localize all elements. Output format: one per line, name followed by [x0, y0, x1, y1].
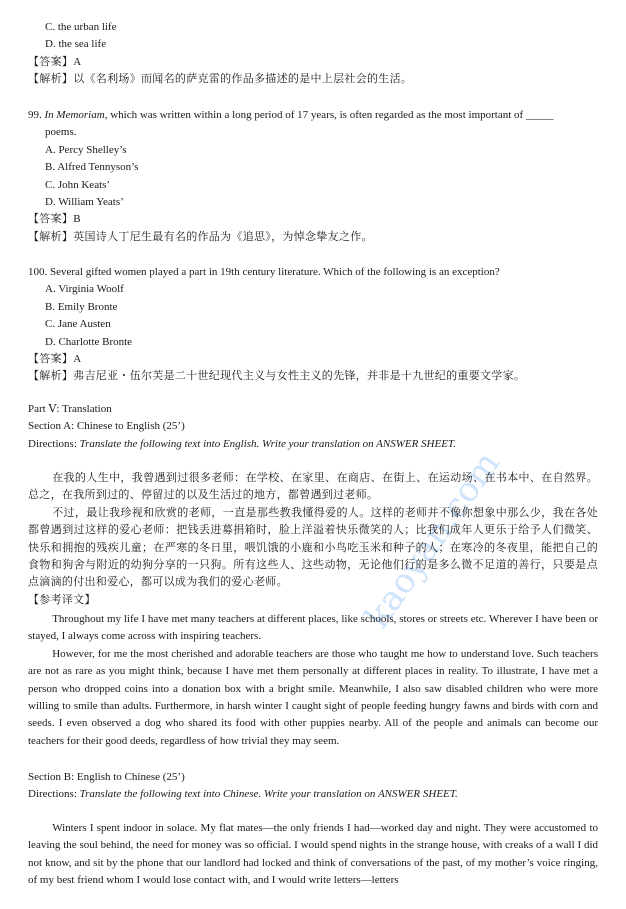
option: A. Virginia Woolf — [45, 283, 124, 296]
section-title: Section A: Chinese to English (25’) — [28, 420, 185, 433]
section-title: Section B: English to Chinese (25’) — [28, 771, 185, 783]
question-stem: 100. Several gifted women played a part in 19th century literature. Which of the following is an exception? — [28, 266, 500, 278]
answer: 【答案】B — [28, 213, 81, 226]
answer: 【答案】A — [28, 55, 82, 68]
paragraph: 在我的人生中，我曾遇到过很多老师：在学校、在家里、在商店、在街上、在运动场、在书本中、在自然界。总之，在我所到过的、停留过的以及生活过的地方，都曾遇到过老师。 — [28, 472, 598, 502]
analysis: 【解析】英国诗人丁尼生最有名的作品为《追思》，为悼念挚友之作。 — [28, 230, 373, 243]
section-a-header — [28, 401, 598, 453]
chinese-text — [28, 470, 598, 609]
stem-continuation: poems. — [45, 126, 77, 139]
stem-text: , which was written within a long period of 17 years, is often regarded as the most important of _____ — [104, 109, 554, 121]
english-text — [28, 820, 598, 890]
option: D. William Yeats’ — [45, 196, 124, 209]
paragraph: However, for me the most cherished and adorable teachers are those who taught me how to understand love. Such teachers are not as rare as you might think, because I have met them personally at different places in reality. To illustrate, I have met a person who dropped coins into a donation box with a bright smile. Meanwhile, I also saw disabled children who were more willing to smile than adults. Furthermore, in harsh winter I caught sight of people feeding hungry fawns and birds with corn and seeds. I even observed a dog who shared its food with other puppies nearby. All of the people and animals can become our teachers for their good deeds, regardless of how trivial they may seem. — [28, 647, 598, 747]
directions — [28, 436, 598, 453]
reference-translation — [28, 611, 598, 750]
part-title: Part Ⅴ: Translation — [28, 403, 112, 415]
question-stem — [28, 107, 598, 124]
paragraph: Throughout my life I have met many teachers at different places, like schools, stores or streets etc. Wherever I have been or stayed, I always come across with inspiring teachers. — [28, 613, 598, 643]
reference-label: 【参考译文】 — [28, 593, 96, 606]
question-100 — [28, 264, 598, 386]
directions-label: Directions: — [28, 788, 80, 801]
paragraph: 不过，最让我珍视和欣赏的老师，一直是那些教我懂得爱的人。这样的老师并不像你想象中那么少，我在各处都曾遇到过这样的爱心老师：把钱丢进募捐箱时，脸上洋溢着快乐微笑的人；比我们成年人更乐于给予人们微笑、快乐和拥抱的残疾儿童；在严寒的冬日里，喂饥饿的小鹿和小鸟吃玉米和种子的人；在寒冷的冬夜里，能把自己的食物和狗舍与附近的幼狗分享的一只狗。所有这些人、这些动物，无论他们行的是多么微不足道的善行，只要是点点滴滴的付出和爱心，都可以成为我们的爱心老师。 — [28, 506, 598, 589]
directions-label: Directions: — [28, 437, 80, 450]
work-title: In Memoriam — [44, 109, 105, 121]
directions-text: Translate the following text into Chinese. Write your translation on ANSWER SHEET. — [79, 788, 458, 801]
q98-tail — [28, 19, 598, 89]
watermark: kaoyan.com — [357, 444, 508, 636]
option: D. the sea life — [45, 38, 107, 51]
option: C. Jane Austen — [45, 318, 111, 331]
section-b-header — [28, 769, 598, 804]
answer: 【答案】A — [28, 353, 82, 366]
option: B. Alfred Tennyson’s — [45, 161, 139, 174]
option: B. Emily Bronte — [45, 300, 118, 313]
directions-text: Translate the following text into English. Write your translation on ANSWER SHEET. — [79, 437, 456, 450]
paragraph: Winters I spent indoor in solace. My flat mates—the only friends I had—worked day and night. They were accustomed to leaving the soul behind, the need for money was so official. I would spend nights in the strange house, with creaks of a wall I did not know, and sit by the phone that our landlord had locked and think of conversations of the past, of my mother’s voice ringing, of my best friend whom I would lose contact with, and I would write letters—letters — [28, 822, 598, 887]
question-number: 99. — [28, 109, 42, 121]
analysis: 【解析】以《名利场》而闻名的萨克雷的作品多描述的是中上层社会的生活。 — [28, 73, 413, 86]
question-99 — [28, 107, 598, 246]
option: D. Charlotte Bronte — [45, 335, 133, 348]
analysis: 【解析】弗吉尼亚・伍尔芙是二十世纪现代主义与女性主义的先锋，并非是十九世纪的重要文学家。 — [28, 370, 526, 383]
option: A. Percy Shelley’s — [45, 143, 127, 156]
directions — [28, 786, 598, 803]
option: C. John Keats’ — [45, 178, 111, 191]
option: C. the urban life — [45, 21, 117, 33]
